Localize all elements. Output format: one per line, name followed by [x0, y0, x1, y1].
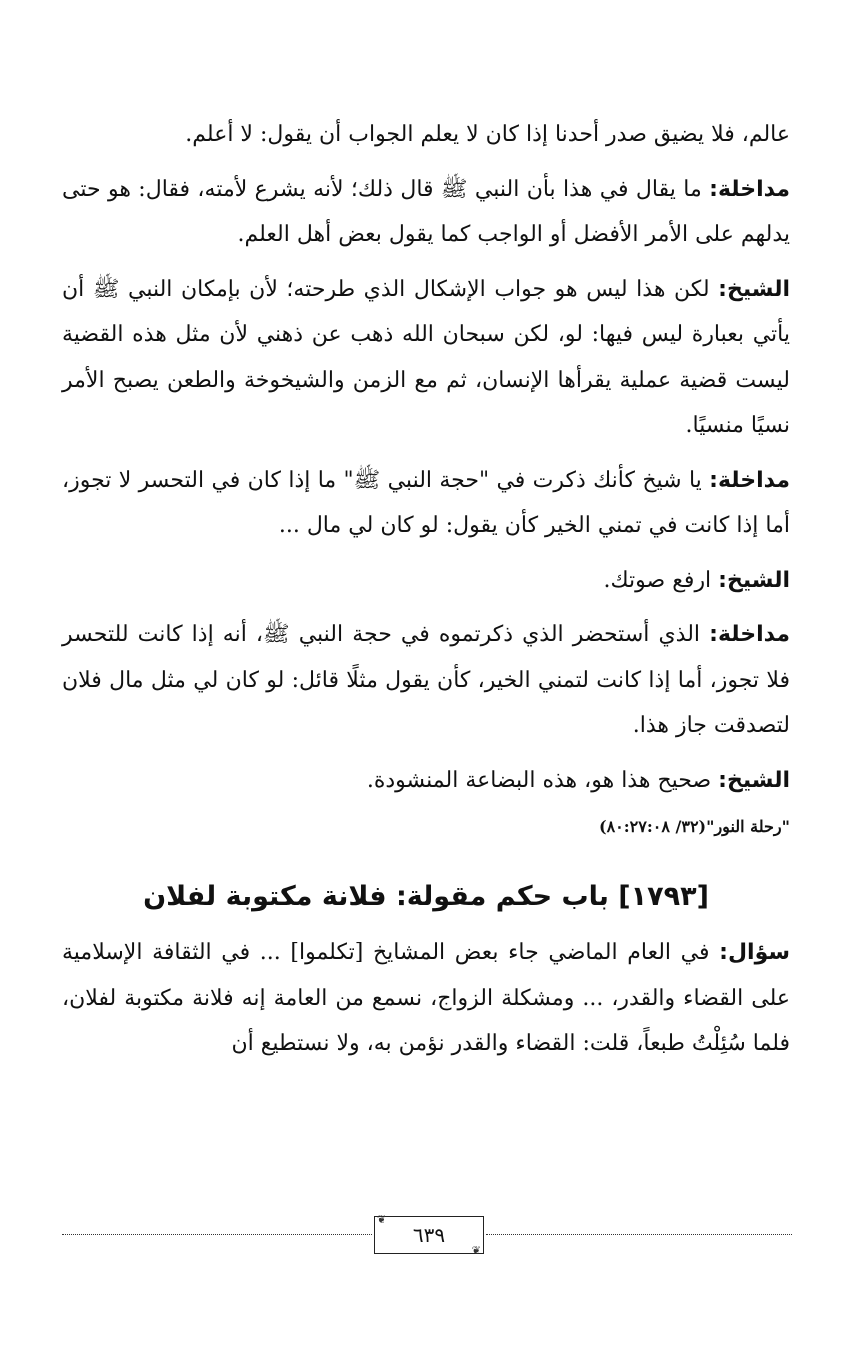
- footer-divider: [486, 1234, 792, 1235]
- paragraph: [62, 167, 790, 258]
- ornament-icon: ❦: [471, 1244, 481, 1257]
- paragraph-text: الذي أستحضر الذي ذكرتموه في حجة النبي ﷺ، أنه إذا كانت للتحسر فلا تجوز، أما إذا كانت لتمني الخير، كأن يقول مثلًا قائل: لو كان لي مثل مال فلان لتصدقت جاز هذا.: [62, 622, 790, 738]
- section-heading: [١٧٩٣] باب حكم مقولة: فلانة مكتوبة لفلان: [143, 881, 709, 912]
- speaker-label: الشيخ:: [718, 767, 790, 793]
- speaker-label: الشيخ:: [718, 276, 790, 302]
- speaker-label: مداخلة:: [709, 176, 790, 202]
- question-paragraph: [62, 930, 790, 1067]
- paragraph-text: يا شيخ كأنك ذكرت في "حجة النبي ﷺ" ما إذا كان في التحسر لا تجوز، أما إذا كانت في تمني الخير كأن يقول: لو كان لي مال ...: [62, 467, 790, 538]
- paragraph-text: صحيح هذا هو، هذه البضاعة المنشودة.: [366, 767, 719, 793]
- page-footer: [62, 1212, 792, 1262]
- speaker-label: سؤال:: [719, 940, 790, 965]
- speaker-label: مداخلة:: [709, 467, 790, 493]
- paragraph-text: ارفع صوتك.: [603, 567, 719, 593]
- paragraph: [62, 458, 790, 549]
- footer-divider: [62, 1234, 372, 1235]
- paragraph-text: عالم، فلا يضيق صدر أحدنا إذا كان لا يعلم الجواب أن يقول: لا أعلم.: [185, 122, 790, 147]
- page-body: [62, 112, 790, 1076]
- paragraph-text: لكن هذا ليس هو جواب الإشكال الذي طرحته؛ لأن بإمكان النبي ﷺ أن يأتي بعبارة ليس فيها: لو، لكن سبحان الله ذهب عن ذهني لأن مثل هذه القضية ليست قضية عملية يقرأها الإنسان، ثم مع الزمن والشيخوخة والطعن يصبح الأمر نسيًا منسيًا.: [62, 276, 790, 438]
- paragraph: [62, 558, 790, 604]
- paragraph-text: ما يقال في هذا بأن النبي ﷺ قال ذلك؛ لأنه يشرع لأمته، فقال: هو حتى يدلهم على الأمر الأفضل أو الواجب كما يقول بعض أهل العلم.: [62, 176, 790, 247]
- speaker-label: مداخلة:: [709, 622, 790, 647]
- speaker-label: الشيخ:: [718, 567, 790, 593]
- question-text: في العام الماضي جاء بعض المشايخ [تكلموا] ... في الثقافة الإسلامية على القضاء والقدر، ... ومشكلة الزواج، نسمع من العامة إنه فلانة مكتوبة لفلان، فلما سُئِلْتُ طبعاً، قلت: القضاء والقدر نؤمن به، ولا نستطيع أن: [62, 940, 790, 1056]
- paragraph: [62, 758, 790, 804]
- source-reference: "رحلة النور"(٣٢/ ٨٠:٢٧:٠٨): [598, 817, 790, 836]
- ornament-icon: ❦: [377, 1213, 387, 1226]
- page-number-frame: [374, 1213, 484, 1257]
- paragraph: [62, 612, 790, 749]
- paragraph: [62, 267, 790, 449]
- page-number: ٦٣٩: [412, 1223, 446, 1247]
- paragraph: [62, 112, 790, 158]
